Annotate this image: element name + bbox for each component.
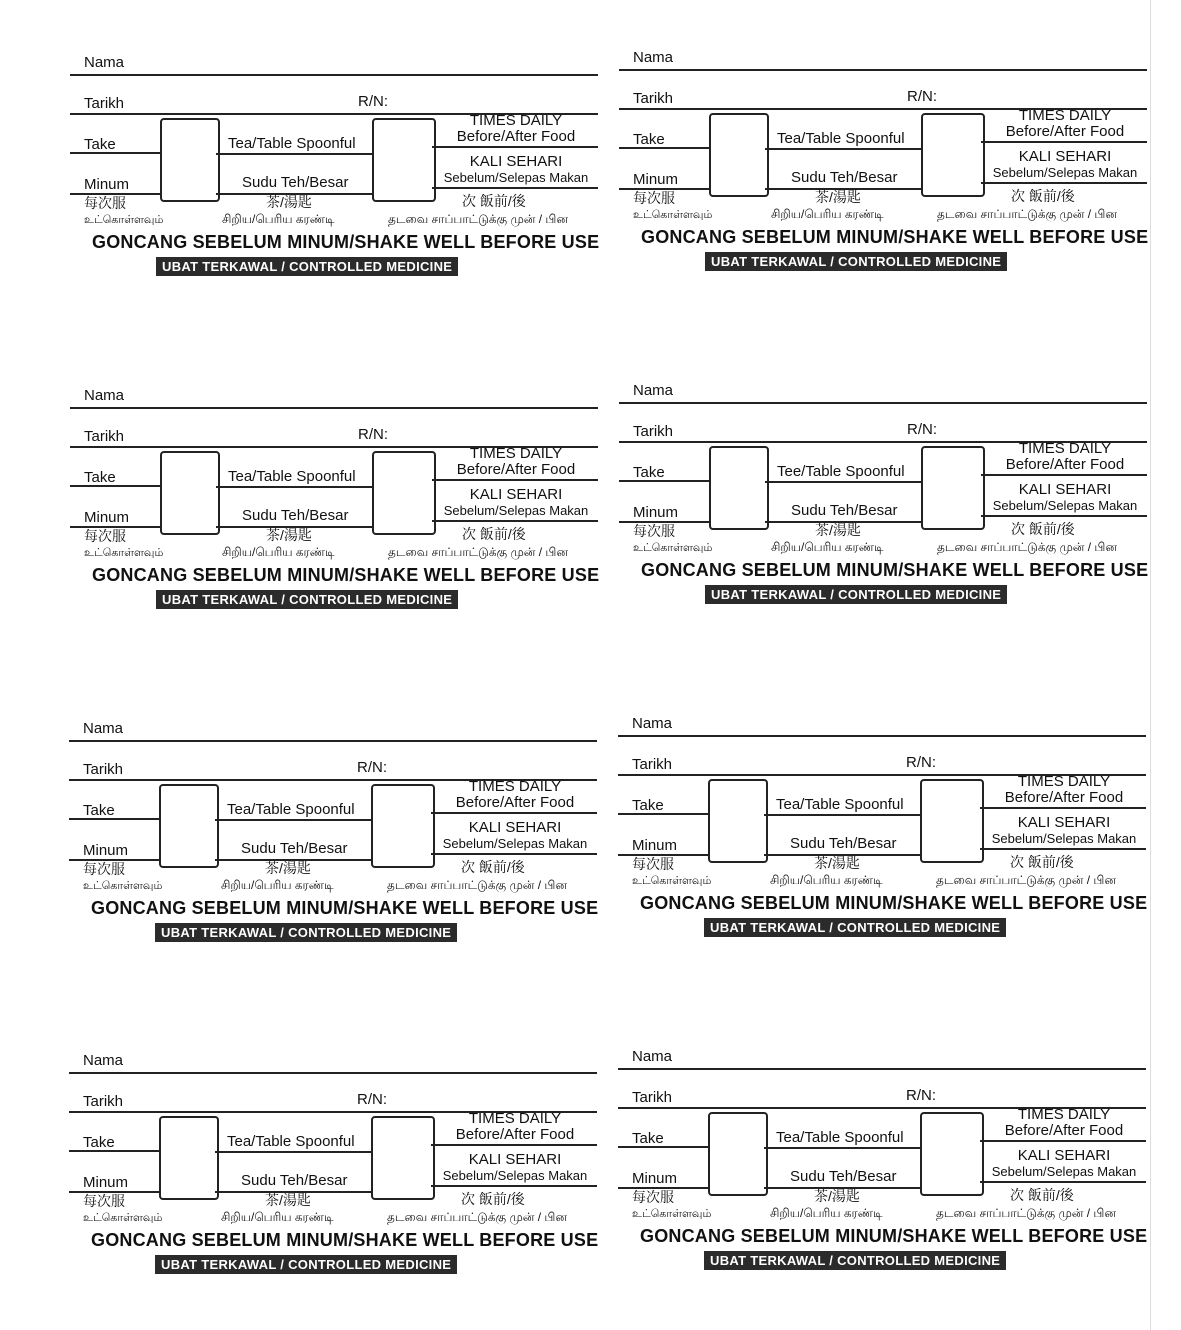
nama-label: Nama (632, 1048, 673, 1065)
dose-amount-box[interactable] (709, 446, 769, 530)
rn-label: R/N: (906, 754, 936, 771)
minum-label: Minum (83, 842, 129, 859)
spoon-ms-label: Sudu Teh/Besar (242, 174, 349, 191)
minum-label: Minum (84, 176, 130, 193)
medicine-label-3 (70, 380, 598, 610)
sebelum-selepas-label: Sebelum/Selepas Makan (442, 1168, 588, 1183)
shake-well-text: GONCANG SEBELUM MINUM/SHAKE WELL BEFORE USE (91, 1230, 599, 1250)
controlled-medicine-banner: UBAT TERKAWAL / CONTROLLED MEDICINE (156, 257, 458, 276)
controlled-medicine-banner: UBAT TERKAWAL / CONTROLLED MEDICINE (704, 918, 1006, 937)
before-after-food-label: Before/After Food (456, 461, 576, 478)
zh-spoon-label: 茶/湯匙 (265, 1192, 311, 1208)
spoon-en-label: Tea/Table Spoonful (227, 801, 355, 818)
minum-label: Minum (84, 509, 130, 526)
nama-line (619, 69, 1147, 71)
ta-dose-label: உட்கொள்ளவும் (83, 1212, 163, 1224)
zh-times-label: 次 飯前/後 (461, 1191, 525, 1207)
spoon-line (765, 481, 921, 483)
spoon-en-label: Tea/Table Spoonful (776, 1129, 904, 1146)
minum-label: Minum (83, 1174, 129, 1191)
ta-dose-label: உட்கொள்ளவும் (83, 880, 163, 892)
rn-label: R/N: (907, 421, 937, 438)
medicine-label-4 (619, 375, 1147, 605)
spoon-ms-label: Sudu Teh/Besar (241, 840, 348, 857)
zh-times-label: 次 飯前/後 (461, 859, 525, 875)
take-label: Take (632, 797, 664, 814)
ta-times-label: தடவை சாப்பாட்டுக்கு முன் / பின (387, 878, 567, 892)
ta-dose-label: உட்கொள்ளவும் (632, 875, 712, 887)
ta-times-label: தடவை சாப்பாட்டுக்கு முன் / பின (388, 212, 568, 226)
times-daily-box[interactable] (372, 451, 436, 535)
nama-line (618, 735, 1146, 737)
spoon-line (216, 486, 372, 488)
spoon-ms-label: Sudu Teh/Besar (242, 507, 349, 524)
zh-spoon-label: 茶/湯匙 (814, 1188, 860, 1204)
times-divider-line (980, 807, 1146, 809)
controlled-medicine-banner: UBAT TERKAWAL / CONTROLLED MEDICINE (155, 923, 457, 942)
rn-label: R/N: (907, 88, 937, 105)
nama-line (619, 402, 1147, 404)
times-daily-box[interactable] (372, 118, 436, 202)
rn-label: R/N: (358, 426, 388, 443)
zh-spoon-label: 茶/湯匙 (266, 194, 312, 210)
sebelum-line (432, 187, 598, 189)
nama-label: Nama (83, 720, 124, 737)
times-daily-box[interactable] (920, 779, 984, 863)
take-label: Take (633, 464, 665, 481)
rn-label: R/N: (358, 93, 388, 110)
sebelum-line (980, 1181, 1146, 1183)
spoon-line (215, 819, 371, 821)
take-label: Take (83, 802, 115, 819)
zh-dose-label: 每次服 (632, 1189, 674, 1205)
spoon-line (764, 1147, 920, 1149)
before-after-food-label: Before/After Food (455, 1126, 575, 1143)
sebelum-selepas-label: Sebelum/Selepas Makan (442, 836, 588, 851)
times-daily-label: TIMES DAILY (1018, 107, 1112, 124)
zh-dose-label: 每次服 (83, 861, 125, 877)
times-daily-box[interactable] (371, 784, 435, 868)
tarikh-label: Tarikh (84, 95, 125, 112)
times-divider-line (981, 474, 1147, 476)
sebelum-line (980, 848, 1146, 850)
minum-label: Minum (633, 504, 679, 521)
ta-spoon-label: சிறிய/பெரிய கரண்டி (770, 1206, 883, 1220)
nama-line (70, 74, 598, 76)
dose-amount-box[interactable] (159, 784, 219, 868)
minum-label: Minum (633, 171, 679, 188)
nama-label: Nama (83, 1052, 124, 1069)
spoon-line (764, 814, 920, 816)
times-daily-box[interactable] (371, 1116, 435, 1200)
times-divider-line (980, 1140, 1146, 1142)
rn-label: R/N: (357, 759, 387, 776)
kali-sehari-label: KALI SEHARI (469, 153, 563, 170)
spoon-en-label: Tea/Table Spoonful (777, 130, 905, 147)
spoon-en-label: Tea/Table Spoonful (228, 135, 356, 152)
before-after-food-label: Before/After Food (1004, 789, 1124, 806)
before-after-food-label: Before/After Food (455, 794, 575, 811)
ta-times-label: தடவை சாப்பாட்டுக்கு முன் / பின (387, 1210, 567, 1224)
zh-dose-label: 每次服 (83, 1193, 125, 1209)
ta-times-label: தடவை சாப்பாட்டுக்கு முன் / பின (388, 545, 568, 559)
tarikh-label: Tarikh (84, 428, 125, 445)
minum-label: Minum (632, 837, 678, 854)
medicine-label-1 (70, 47, 598, 277)
medicine-label-6 (618, 708, 1146, 938)
zh-spoon-label: 茶/湯匙 (266, 527, 312, 543)
controlled-medicine-banner: UBAT TERKAWAL / CONTROLLED MEDICINE (704, 1251, 1006, 1270)
kali-sehari-label: KALI SEHARI (1018, 148, 1112, 165)
zh-dose-label: 每次服 (633, 190, 675, 206)
ta-times-label: தடவை சாப்பாட்டுக்கு முன் / பின (937, 540, 1117, 554)
before-after-food-label: Before/After Food (1005, 123, 1125, 140)
take-label: Take (84, 136, 116, 153)
controlled-medicine-banner: UBAT TERKAWAL / CONTROLLED MEDICINE (155, 1255, 457, 1274)
ta-dose-label: உட்கொள்ளவும் (633, 542, 713, 554)
shake-well-text: GONCANG SEBELUM MINUM/SHAKE WELL BEFORE USE (92, 565, 600, 585)
medicine-label-8 (618, 1041, 1146, 1271)
tarikh-label: Tarikh (633, 423, 674, 440)
times-divider-line (432, 146, 598, 148)
take-line (69, 818, 161, 820)
controlled-medicine-banner: UBAT TERKAWAL / CONTROLLED MEDICINE (156, 590, 458, 609)
take-label: Take (632, 1130, 664, 1147)
nama-label: Nama (632, 715, 673, 732)
nama-line (69, 740, 597, 742)
times-divider-line (981, 141, 1147, 143)
spoon-line (215, 1151, 371, 1153)
spoon-ms-label: Sudu Teh/Besar (790, 835, 897, 852)
spoon-ms-label: Sudu Teh/Besar (791, 169, 898, 186)
kali-sehari-label: KALI SEHARI (468, 1151, 562, 1168)
dose-amount-box[interactable] (709, 113, 769, 197)
medicine-label-2 (619, 42, 1147, 272)
spoon-ms-label: Sudu Teh/Besar (790, 1168, 897, 1185)
spoon-ms-label: Sudu Teh/Besar (241, 1172, 348, 1189)
zh-times-label: 次 飯前/後 (1010, 1187, 1074, 1203)
zh-times-label: 次 飯前/後 (462, 526, 526, 542)
ta-times-label: தடவை சாப்பாட்டுக்கு முன் / பின (936, 1206, 1116, 1220)
kali-sehari-label: KALI SEHARI (1018, 481, 1112, 498)
sebelum-selepas-label: Sebelum/Selepas Makan (443, 503, 589, 518)
ta-spoon-label: சிறிய/பெரிய கரண்டி (771, 207, 884, 221)
sebelum-line (432, 520, 598, 522)
before-after-food-label: Before/After Food (456, 128, 576, 145)
ta-spoon-label: சிறிய/பெரிய கரண்டி (222, 212, 335, 226)
tarikh-label: Tarikh (632, 1089, 673, 1106)
controlled-medicine-banner: UBAT TERKAWAL / CONTROLLED MEDICINE (705, 252, 1007, 271)
zh-dose-label: 每次服 (633, 523, 675, 539)
take-line (619, 480, 711, 482)
nama-label: Nama (84, 54, 125, 71)
tarikh-label: Tarikh (83, 1093, 124, 1110)
take-label: Take (633, 131, 665, 148)
times-divider-line (432, 479, 598, 481)
medicine-label-7 (69, 1045, 597, 1275)
ta-dose-label: உட்கொள்ளவும் (632, 1208, 712, 1220)
sebelum-selepas-label: Sebelum/Selepas Makan (991, 831, 1137, 846)
nama-label: Nama (633, 49, 674, 66)
times-daily-box[interactable] (921, 113, 985, 197)
spoon-en-label: Tea/Table Spoonful (227, 1133, 355, 1150)
nama-label: Nama (84, 387, 125, 404)
spoon-en-label: Tea/Table Spoonful (776, 796, 904, 813)
nama-line (70, 407, 598, 409)
ta-dose-label: உட்கொள்ளவும் (84, 214, 164, 226)
sebelum-selepas-label: Sebelum/Selepas Makan (992, 165, 1138, 180)
ta-spoon-label: சிறிய/பெரிய கரண்டி (221, 1210, 334, 1224)
tarikh-label: Tarikh (632, 756, 673, 773)
sebelum-line (431, 1185, 597, 1187)
sebelum-selepas-label: Sebelum/Selepas Makan (443, 170, 589, 185)
zh-spoon-label: 茶/湯匙 (265, 860, 311, 876)
zh-spoon-label: 茶/湯匙 (815, 189, 861, 205)
ta-spoon-label: சிறிய/பெரிய கரண்டி (771, 540, 884, 554)
spoon-line (765, 148, 921, 150)
times-divider-line (431, 812, 597, 814)
before-after-food-label: Before/After Food (1005, 456, 1125, 473)
take-line (70, 152, 162, 154)
times-daily-label: TIMES DAILY (468, 778, 562, 795)
zh-times-label: 次 飯前/後 (1010, 854, 1074, 870)
kali-sehari-label: KALI SEHARI (1017, 814, 1111, 831)
controlled-medicine-banner: UBAT TERKAWAL / CONTROLLED MEDICINE (705, 585, 1007, 604)
shake-well-text: GONCANG SEBELUM MINUM/SHAKE WELL BEFORE USE (91, 898, 599, 918)
spoon-en-label: Tea/Table Spoonful (228, 468, 356, 485)
dose-amount-box[interactable] (708, 779, 768, 863)
zh-times-label: 次 飯前/後 (1011, 521, 1075, 537)
tarikh-label: Tarikh (83, 761, 124, 778)
sebelum-line (981, 182, 1147, 184)
times-daily-label: TIMES DAILY (469, 445, 563, 462)
sebelum-selepas-label: Sebelum/Selepas Makan (992, 498, 1138, 513)
page-edge (1150, 0, 1151, 1330)
spoon-en-label: Tee/Table Spoonful (777, 463, 905, 480)
times-daily-label: TIMES DAILY (1017, 1106, 1111, 1123)
before-after-food-label: Before/After Food (1004, 1122, 1124, 1139)
times-daily-box[interactable] (920, 1112, 984, 1196)
take-label: Take (83, 1134, 115, 1151)
nama-label: Nama (633, 382, 674, 399)
take-line (70, 485, 162, 487)
kali-sehari-label: KALI SEHARI (469, 486, 563, 503)
tarikh-label: Tarikh (633, 90, 674, 107)
nama-line (618, 1068, 1146, 1070)
dose-amount-box[interactable] (160, 451, 220, 535)
take-line (69, 1150, 161, 1152)
ta-spoon-label: சிறிய/பெரிய கரண்டி (770, 873, 883, 887)
take-line (618, 813, 710, 815)
ta-times-label: தடவை சாப்பாட்டுக்கு முன் / பின (936, 873, 1116, 887)
dose-amount-box[interactable] (159, 1116, 219, 1200)
ta-dose-label: உட்கொள்ளவும் (633, 209, 713, 221)
take-line (619, 147, 711, 149)
rn-label: R/N: (906, 1087, 936, 1104)
times-daily-box[interactable] (921, 446, 985, 530)
dose-amount-box[interactable] (160, 118, 220, 202)
spoon-line (216, 153, 372, 155)
kali-sehari-label: KALI SEHARI (468, 819, 562, 836)
zh-dose-label: 每次服 (632, 856, 674, 872)
shake-well-text: GONCANG SEBELUM MINUM/SHAKE WELL BEFORE USE (640, 893, 1148, 913)
times-daily-label: TIMES DAILY (469, 112, 563, 129)
minum-label: Minum (632, 1170, 678, 1187)
shake-well-text: GONCANG SEBELUM MINUM/SHAKE WELL BEFORE USE (641, 227, 1149, 247)
spoon-ms-label: Sudu Teh/Besar (791, 502, 898, 519)
rn-label: R/N: (357, 1091, 387, 1108)
zh-times-label: 次 飯前/後 (1011, 188, 1075, 204)
zh-spoon-label: 茶/湯匙 (814, 855, 860, 871)
sebelum-line (431, 853, 597, 855)
times-divider-line (431, 1144, 597, 1146)
take-label: Take (84, 469, 116, 486)
sebelum-selepas-label: Sebelum/Selepas Makan (991, 1164, 1137, 1179)
zh-dose-label: 每次服 (84, 528, 126, 544)
ta-dose-label: உட்கொள்ளவும் (84, 547, 164, 559)
ta-spoon-label: சிறிய/பெரிய கரண்டி (222, 545, 335, 559)
kali-sehari-label: KALI SEHARI (1017, 1147, 1111, 1164)
times-daily-label: TIMES DAILY (468, 1110, 562, 1127)
shake-well-text: GONCANG SEBELUM MINUM/SHAKE WELL BEFORE USE (641, 560, 1149, 580)
zh-dose-label: 每次服 (84, 195, 126, 211)
ta-times-label: தடவை சாப்பாட்டுக்கு முன் / பின (937, 207, 1117, 221)
sebelum-line (981, 515, 1147, 517)
times-daily-label: TIMES DAILY (1018, 440, 1112, 457)
shake-well-text: GONCANG SEBELUM MINUM/SHAKE WELL BEFORE USE (92, 232, 600, 252)
ta-spoon-label: சிறிய/பெரிய கரண்டி (221, 878, 334, 892)
take-line (618, 1146, 710, 1148)
dose-amount-box[interactable] (708, 1112, 768, 1196)
zh-spoon-label: 茶/湯匙 (815, 522, 861, 538)
medicine-label-5 (69, 713, 597, 943)
nama-line (69, 1072, 597, 1074)
zh-times-label: 次 飯前/後 (462, 193, 526, 209)
times-daily-label: TIMES DAILY (1017, 773, 1111, 790)
shake-well-text: GONCANG SEBELUM MINUM/SHAKE WELL BEFORE USE (640, 1226, 1148, 1246)
